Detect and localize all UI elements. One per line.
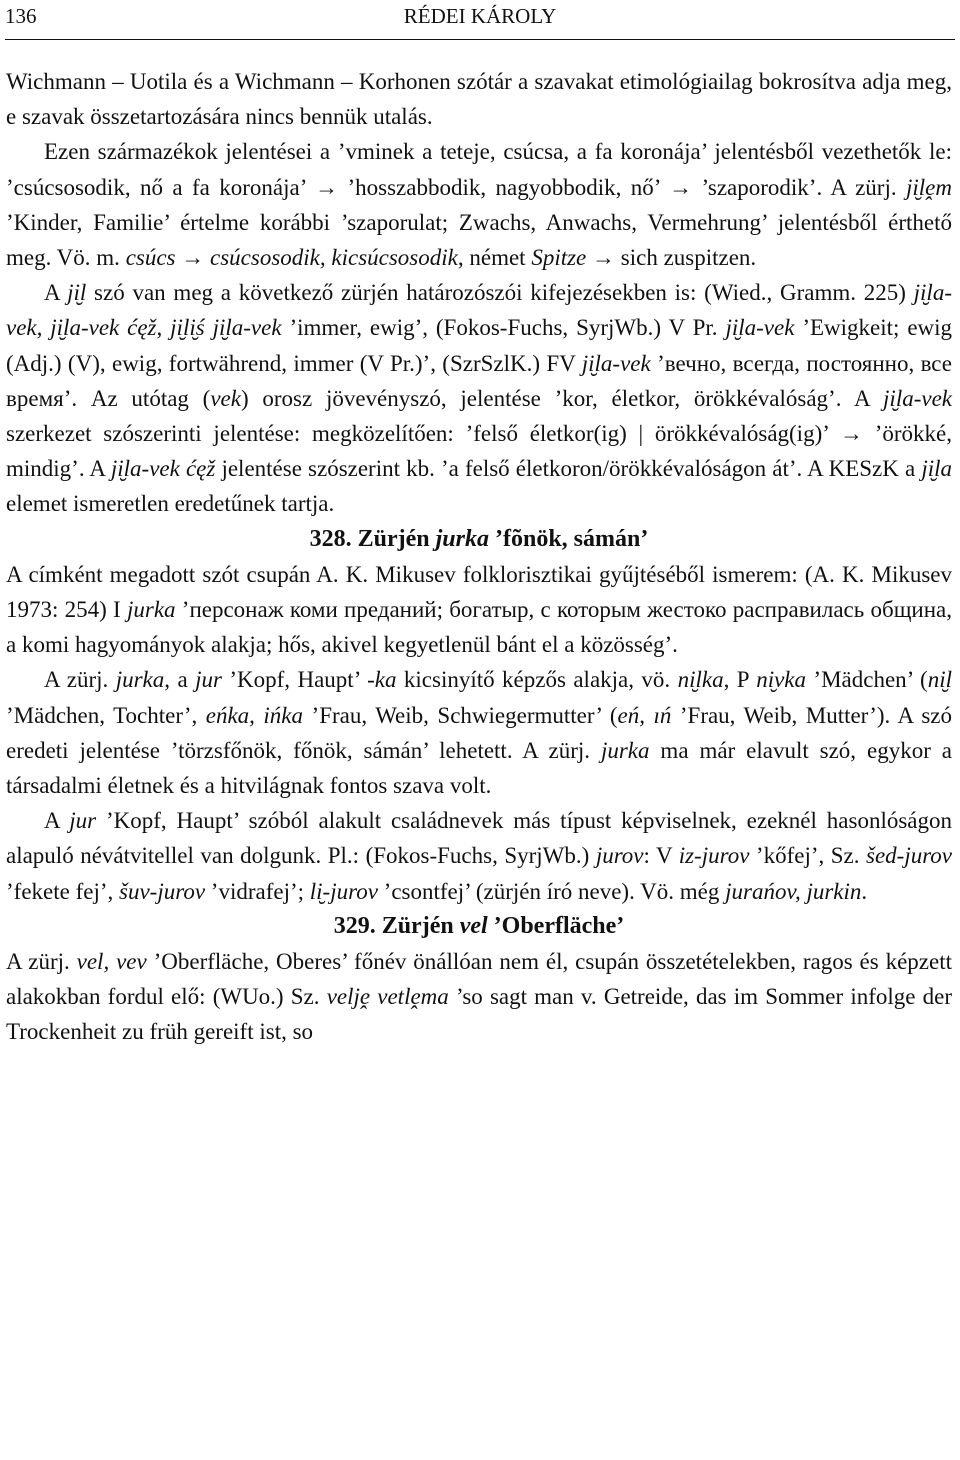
- page-body: [6, 64, 952, 1050]
- section-heading-329: 329. Zürjén vel ’Oberfläche’: [333, 912, 625, 939]
- paragraph: Ezen származékok jelentései a ’vminek a teteje, csúcsa, a fa koronája’ jelentésből vezethetők le: ’csúcsosodik, nő a fa koronája’ → ’hosszabbodik, nagyobbodik, nő’ → ’szaporodik’. A zürj. ji̮lḙm ’Kinder, Familie’ értelme korábbi ’szaporulat; Zwachs, Anwachs, Vermehrung’ jelentésből érthető meg. Vö. m. csúcs → csúcsosodik, kicsúcsosodik, német Spitze → sich zuspitzen.: [6, 139, 952, 271]
- paragraph: A ji̮l szó van meg a következő zürjén határozószói kifejezésekben is: (Wied., Gramm. 225) ji̮la-vek, ji̮la-vek ćęž, ji̮li̮ś ji̮la-vek ’immer, ewig’, (Fokos-Fuchs, SyrjWb.) V Pr. ji̮la-vek ’Ewigkeit; ewig (Adj.) (V), ewig, fortwährend, immer (V Pr.)’, (SzrSzlK.) FV ji̮la-vek ’вечно, всегда, постоянно, все время’. Az utótag (vek) orosz jövevényszó, jelentése ’kor, életkor, örökkévalóság’. A ji̮la-vek szerkezet szószerinti jelentése: megközelítően: ’felső életkor(ig) | örökkévalóság(ig)’ → ’örökké, mindig’. A ji̮la-vek ćęž jelentése szószerint kb. ’a felső életkoron/örökkévalóságon át’. A KESzK a ji̮la elemet ismeretlen eredetűnek tartja.: [6, 280, 953, 517]
- paragraph: A címként megadott szót csupán A. K. Mikusev folklorisztikai gyűjtéséből ismerem: (A. K. Mikusev 1973: 254) I jurka ’персонаж коми преданий; богатыр, с которым жестоко расправилась община, a komi hagyományok alakja; hős, akivel kegyetlenül bánt el a közösség’.: [6, 561, 952, 658]
- section-heading-328: 328. Zürjén jurka ’fõnök, sámán’: [309, 525, 649, 552]
- paragraph: Wichmann – Uotila és a Wichmann – Korhonen szótár a szavakat etimológiailag bokrosítva adja meg, e szavak összetartozására nincs bennük utalás.: [6, 69, 952, 130]
- header-rule: [5, 39, 955, 40]
- running-title: RÉDEI KÁROLY: [403, 4, 557, 28]
- paragraph: A zürj. jurka, a jur ’Kopf, Haupt’ -ka kicsinyítő képzős alakja, vö. ni̮lka, P ni̮vka ’Mädchen’ (ni̮l ’Mädchen, Tochter’, eńka, ińka ’Frau, Weib, Schwiegermutter’ (eń, ıń ’Frau, Weib, Mutter’). A szó eredeti jelentése ’törzsfőnök, főnök, sámán’ lehetett. A zürj. jurka ma már elavult szó, egykor a társadalmi életnek és a hitvilágnak fontos szava volt.: [6, 667, 952, 799]
- page-number: 136: [5, 4, 37, 28]
- page-header: [5, 4, 955, 34]
- paragraph: A jur ’Kopf, Haupt’ szóból alakult családnevek más típust képviselnek, ezeknél hasonlóságon alapuló névátvitellel van dolgunk. Pl.: (Fokos-Fuchs, SyrjWb.) jurov: V iz-jurov ’kőfej’, Sz. šed-jurov ’fekete fej’, šuv-jurov ’vidrafej’; li̮-jurov ’csontfej’ (zürjén író neve). Vö. még jurańov, jurkin.: [6, 808, 953, 904]
- paragraph: A zürj. vel, vev ’Oberfläche, Oberes’ főnév önállóan nem él, csupán összetételekben, ragos és képzett alakokban fordul elő: (WUo.) Sz. veljḙ vetlḙma ’so sagt man v. Getreide, das im Sommer infolge der Trockenheit zu früh gereift ist, so: [6, 949, 952, 1045]
